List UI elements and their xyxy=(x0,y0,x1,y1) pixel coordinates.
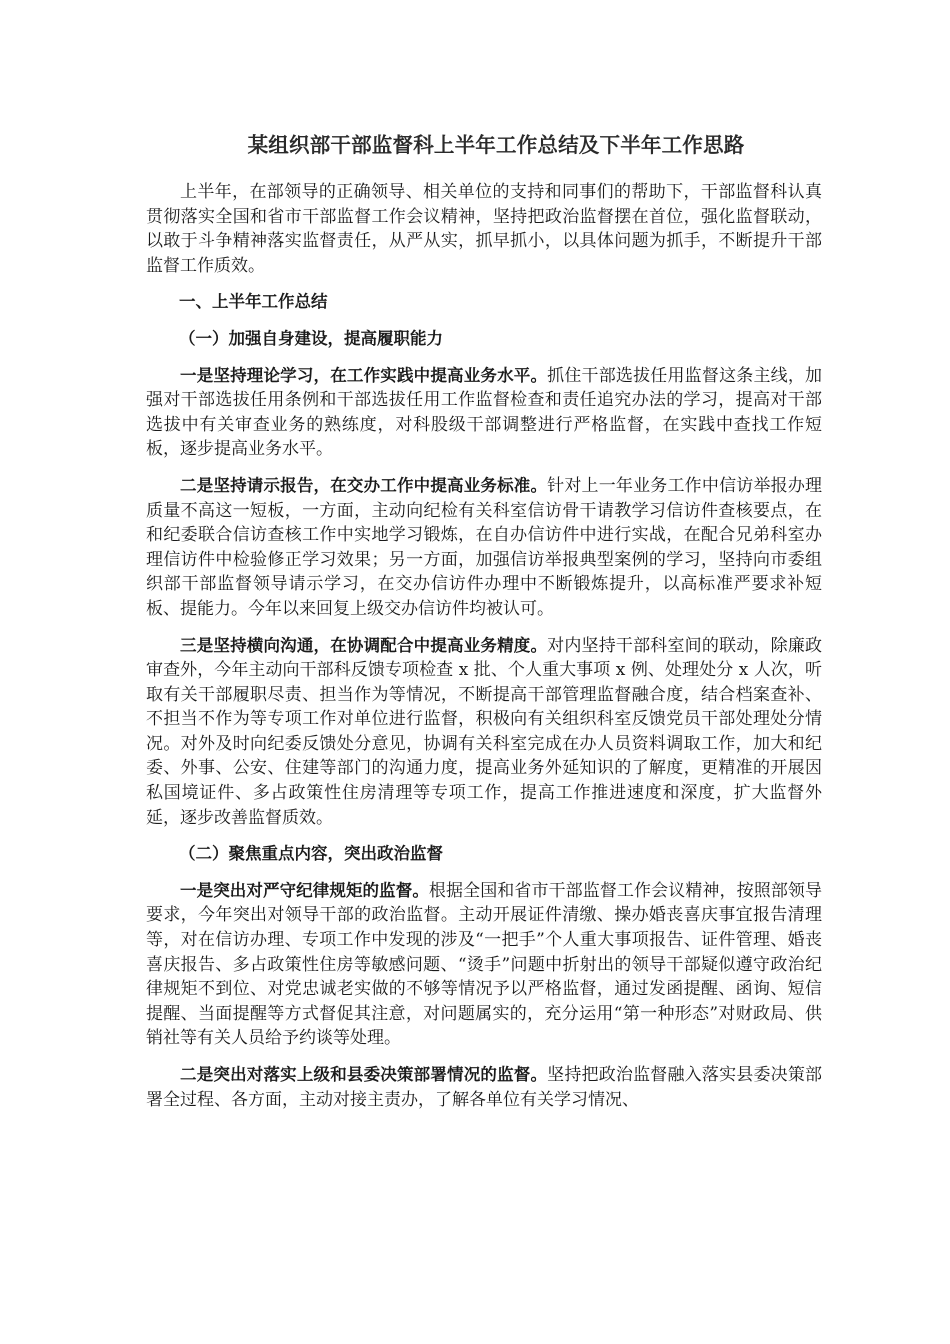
section-heading-summary: 一、上半年工作总结 xyxy=(179,292,328,312)
paragraph-horizontal-communication xyxy=(146,634,822,831)
paragraph-lead: 二是突出对落实上级和县委决策部署情况的监督。 xyxy=(180,1065,548,1084)
paragraph-lead: 一是突出对严守纪律规矩的监督。 xyxy=(180,880,429,900)
paragraph-text: 坚持把政治监督融入落实县委决策部署全过程、各方面，主动对接主责办，了解各单位有关学习情况、 xyxy=(146,1065,823,1110)
paragraph-text: 根据全国和省市干部监督工作会议精神，按照部领导要求，今年突出对领导干部的政治监督。主动开展证件清缴、操办婚丧喜庆事宜报告清理等，对在信访办理、专项工作中发现的涉及“一把手”个人重大事项报告、证件管理、婚丧喜庆报告、多占政策性住房等敏感问题、“烫手”问题中折射出的领导干部疑似遵守政治纪律规矩不到位、对党忠诚老实做的不够等情况予以严格监督，通过发函提醒、函询、短信提醒、当面提醒等方式督促其注意，对问题属实的，充分运用“第一种形态”对财政局、供销社等有关人员给予约谈等处理。 xyxy=(146,880,823,1049)
paragraph-lead: 二是坚持请示报告，在交办工作中提高业务标准。 xyxy=(180,475,548,495)
document-body xyxy=(146,131,822,1112)
subsection-heading-self-building: （一）加强自身建设，提高履职能力 xyxy=(179,328,443,348)
paragraph-discipline-supervision xyxy=(146,879,822,1051)
paragraph-text: 针对上一年业务工作中信访举报办理质量不高这一短板，一方面，主动向纪检有关科室信访骨干请教学习信访件查核要点，在和纪委联合信访查核工作中实地学习锻炼，在自办信访件中进行实战，在配合兄弟科室办理信访件中检验修正学习效果；另一方面，加强信访举报典型案例的学习，坚持向市委组织部干部监督领导请示学习，在交办信访件办理中不断锻炼提升，以高标准严要求补短板、提能力。今年以来回复上级交办信访件均被认可。 xyxy=(146,475,823,619)
paragraph-report-request xyxy=(146,474,822,622)
subsection-heading-political-supervision: （二）聚焦重点内容，突出政治监督 xyxy=(179,844,443,864)
paragraph-decision-implementation xyxy=(146,1063,822,1112)
document-title: 某组织部干部监督科上半年工作总结及下半年工作思路 xyxy=(247,133,745,157)
paragraph-text: 抓住干部选拔任用监督这条主线，加强对干部选拔任用条例和干部选拔任用工作监督检查和责任追究办法的学习，提高对干部选拔中有关审查业务的熟练度，对科股级干部调整进行严格监督，在实践中查找工作短板，逐步提高业务水平。 xyxy=(146,365,823,460)
paragraph-lead: 一是坚持理论学习，在工作实践中提高业务水平。 xyxy=(180,365,548,385)
paragraph-lead: 三是坚持横向沟通，在协调配合中提高业务精度。 xyxy=(180,635,548,655)
intro-paragraph: 上半年，在部领导的正确领导、相关单位的支持和同事们的帮助下，干部监督科认真贯彻落实全国和省市干部监督工作会议精神，坚持把政治监督摆在首位，强化监督联动，以敢于斗争精神落实监督责任，从严从实，抓早抓小，以具体问题为抓手，不断提升干部监督工作质效。 xyxy=(146,182,822,276)
paragraph-theory-study xyxy=(146,364,822,462)
paragraph-text: 对内坚持干部科室间的联动，除廉政审查外，今年主动向干部科反馈专项检查 x 批、个人重大事项 x 例、处理处分 x 人次，听取有关干部履职尽责、担当作为等情况，不断提高干部管理监督融合度，结合档案查补、不担当不作为等专项工作对单位进行监督，积极向有关组织科室反馈党员干部处理处分情况。对外及时向纪委反馈处分意见，协调有关科室完成在办人员资料调取工作，加大和纪委、外事、公安、住建等部门的沟通力度，提高业务外延知识的了解度，更精准的开展因私国境证件、多占政策性住房清理等专项工作，提高工作推进速度和深度，扩大监督外延，逐步改善监督质效。 xyxy=(146,635,823,828)
